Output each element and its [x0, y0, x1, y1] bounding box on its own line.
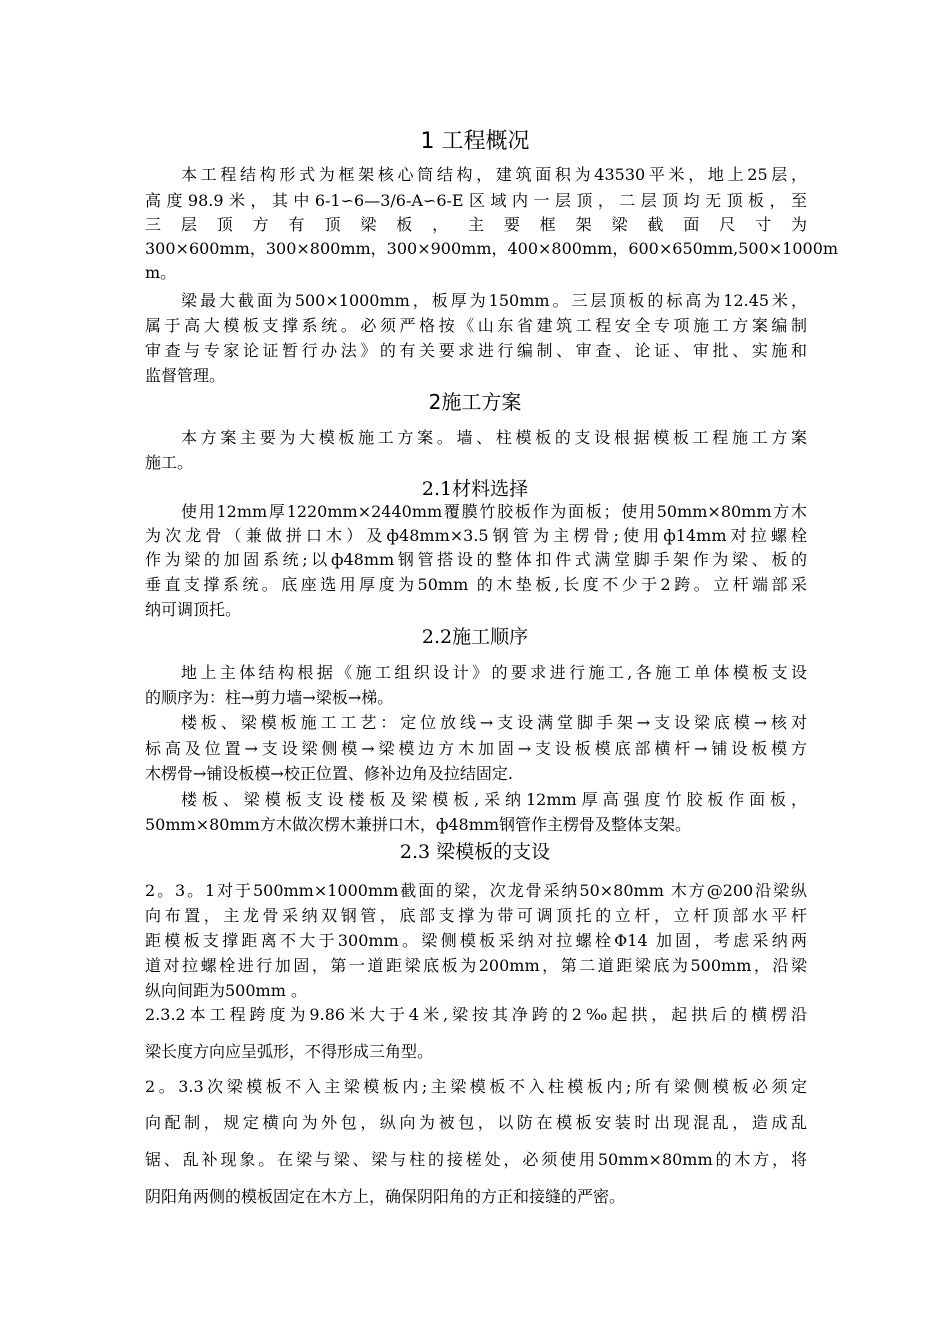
text-line: 木楞骨→铺设板模→校正位置、修补边角及拉结固定.	[145, 764, 513, 783]
text-line: 300×600mm，300×800mm，300×900mm，400×800mm，600×650mm,500×1000m	[145, 239, 839, 258]
text-line: 施工。	[145, 453, 194, 472]
text-line: 高度98.9米，其中6-1∽6—3/6-A∽6-E区域内一层顶，二层顶均无顶板，至	[145, 191, 807, 210]
text-line: 纳可调顶托。	[145, 600, 242, 619]
text-line: 的顺序为：柱→剪力墙→梁板→梯。	[145, 688, 394, 707]
text-line: 道对拉螺栓进行加固，第一道距梁底板为200mm，第二道距梁底为500mm，沿梁	[145, 956, 807, 975]
text-line: m。	[145, 263, 177, 282]
section-2-1-title: 2.1材料选择	[421, 478, 529, 500]
text-line: 梁长度方向应呈弧形，不得形成三角型。	[145, 1042, 434, 1061]
text-line: 梁最大截面为500×1000mm，板厚为150mm。三层顶板的标高为12.45米，	[181, 291, 807, 310]
section-1-title: 1 工程概况	[420, 129, 530, 154]
text-line: 地上主体结构根据《施工组织设计》的要求进行施工,各施工单体模板支设	[181, 663, 807, 682]
text-line: 本方案主要为大模板施工方案。墙、柱模板的支设根据模板工程施工方案	[181, 428, 807, 447]
text-line: 标高及位置→支设梁侧模→梁模边方木加固→支设板模底部横杆→铺设板模方	[145, 739, 807, 758]
section-2-3-title: 2.3 梁模板的支设	[399, 841, 551, 863]
text-line: 50mm×80mm方木做次楞木兼拼口木，ф48mm钢管作主楞骨及整体支架。	[145, 815, 692, 834]
text-line: 阴阳角两侧的模板固定在木方上，确保阴阳角的方正和接缝的严密。	[145, 1187, 626, 1206]
text-line: 2.3.2本工程跨度为9.86米大于4米,梁按其净跨的2‰起拱，起拱后的横楞沿	[145, 1005, 807, 1024]
text-line: 监督管理。	[145, 366, 226, 385]
text-line: 审查与专家论证暂行办法》的有关要求进行编制、审查、论证、审批、实施和	[145, 341, 807, 360]
section-2-2-title: 2.2施工顺序	[421, 626, 529, 648]
text-line: 三 层 顶 方 有 顶 梁 板 ， 主 要 框 架 梁 截 面 尺 寸 为	[145, 215, 807, 234]
text-line: 2。3。1对于500mm×1000mm截面的梁，次龙骨采纳50×80mm 木方@200沿梁纵	[145, 881, 807, 900]
text-line: 纵向间距为500mm 。	[145, 981, 307, 1000]
text-line: 属于高大模板支撑系统。必须严格按《山东省建筑工程安全专项施工方案编制	[145, 316, 807, 335]
text-line: 楼板、梁模板支设楼板及梁模板,采纳12mm厚高强度竹胶板作面板，	[181, 790, 807, 809]
text-line: 锯、乱补现象。在梁与梁、梁与柱的接槎处，必须使用50mm×80mm的木方，将	[145, 1150, 807, 1169]
text-line: 距模板支撑距离不大于300mm。梁侧模板采纳对拉螺栓Φ14 加固，考虑采纳两	[145, 931, 807, 950]
text-line: 作为梁的加固系统;以ф48mm钢管搭设的整体扣件式满堂脚手架作为梁、板的	[145, 550, 807, 569]
text-line: 向配制，规定横向为外包，纵向为被包，以防在模板安装时出现混乱，造成乱	[145, 1113, 807, 1132]
section-2-title: 2施工方案	[428, 390, 522, 414]
text-line: 楼板、梁模板施工工艺：定位放线→支设满堂脚手架→支设梁底模→核对	[181, 713, 807, 732]
text-line: 使用12mm厚1220mm×2440mm覆膜竹胶板作为面板；使用50mm×80mm方木	[181, 502, 807, 521]
text-line: 本工程结构形式为框架核心筒结构，建筑面积为43530平米，地上25层，	[181, 165, 807, 184]
text-line: 为次龙骨（兼做拼口木）及ф48mm×3.5钢管为主楞骨;使用ф14mm对拉螺栓	[145, 526, 807, 545]
text-line: 垂直支撑系统。底座选用厚度为50mm 的木垫板,长度不少于2跨。立杆端部采	[145, 575, 807, 594]
text-line: 向布置，主龙骨采纳双钢管，底部支撑为带可调顶托的立杆，立杆顶部水平杆	[145, 906, 807, 925]
text-line: 2。3.3次梁模板不入主梁模板内;主梁模板不入柱模板内;所有梁侧模板必须定	[145, 1077, 807, 1096]
